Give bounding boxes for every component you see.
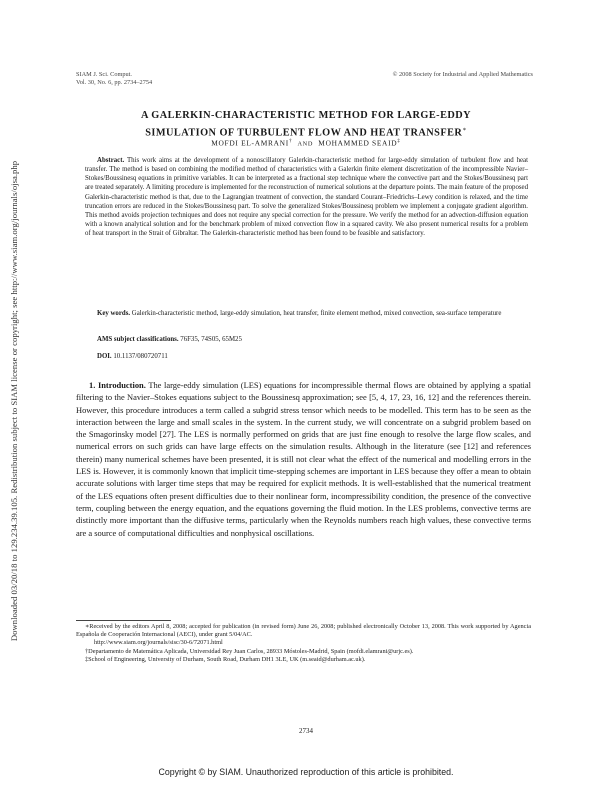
footnote-author-1: †Departamento de Matemática Aplicada, Universidad Rey Juan Carlos, 28933 Móstoles-Madrid, Spain (mofdi.elamrani@urjc.es). (85, 647, 414, 655)
footnotes (76, 623, 531, 664)
article-title (60, 109, 552, 140)
ams-label: AMS subject classifications. (97, 336, 179, 343)
intro-heading: 1. Introduction. (89, 380, 146, 390)
intro-text: The large-eddy simulation (LES) equations for incompressible thermal flows are obtained by applying a spatial filtering to the Navier–Stokes equations subject to the Boussinesq approximation; see [5, 4, 17, 23, 16, 12] and the references therein. However, this procedure introduces a term called a subgrid stress tensor which needs to be modelled. This term has to be seen as the interaction between the large and small scales in the system. In the current study, we will concentrate on a subgrid problem based on the Smagorinsky model [27]. The LES is normally performed on grids that are just fine enough to resolve the large flow scales, and numerical errors on such grids can have large effects on the simulation results. Although in the literature (see [12] and references therein) many numerical schemes have been presented, it is still not clear what the effect of the numerical and modelling errors in the LES is. However, it is commonly known that implicit time-stepping schemes are important in LES because they offer a mean to obtain accurate solutions with larger time steps that may be required for explicit methods. It is well-established that the numerical treatment of the LES equations often present difficulties due to their nonlinear form, incompressibility condition, the presence of the convective term, coupling between the energy equation, and the equations governing the fluid motion. In the LES problems, convective terms are distinctly more important than the diffusive terms, particularly when the Reynolds numbers reach high values, these convective terms are a source of computational difficulties and nonphysical oscillations. (76, 380, 531, 538)
volume-info: Vol. 30, No. 6, pp. 2734–2754 (76, 79, 153, 86)
author-1-mark: † (288, 138, 293, 144)
doi-line (85, 352, 528, 361)
journal-name: SIAM J. Sci. Comput. (76, 71, 132, 78)
page-number: 2734 (299, 727, 313, 735)
doi-label: DOI. (97, 353, 112, 360)
introduction-section (76, 379, 531, 539)
keywords-text: Galerkin-characteristic method, large-eddy simulation, heat transfer, finite element method, mixed convection, sea-surface temperature (131, 310, 502, 317)
author-2-mark: ‡ (397, 138, 401, 144)
author-conjunction: AND (297, 140, 314, 148)
abstract-text: This work aims at the development of a nonoscillatory Galerkin-characteristic method for large-eddy simulation of turbulent flow and heat transfer. The method is based on combining the modified method of characteristics with a Galerkin finite element discretization of the incompressible Navier–Stokes/Boussinesq equations in primitive variables. It can be interpreted as a fractional step technique where the convective part and the Stokes/Boussinesq part are treated separately. A limiting procedure is implemented for the reconstruction of numerical solutions at the departure points. The main feature of the proposed Galerkin-characteristic method is that, due to the Lagrangian treatment of convection, the standard Courant–Friedrichs–Lewy condition is relaxed, and the time truncation errors are reduced in the Stokes/Boussinesq part. To solve the generalized Stokes/Boussinesq problem we implement a conjugate gradient algorithm. This method avoids projection techniques and does not require any special correction for the pressure. We verify the method for an advection-diffusion equation with a known analytical solution and for the benchmark problem of mixed convection flow in a squared cavity. We also present numerical results for a problem of heat transport in the Strait of Gibraltar. The Galerkin-characteristic method has been found to be feasible and satisfactory. (85, 157, 528, 238)
author-2: MOHAMMED SEAID (318, 138, 398, 148)
copyright-notice: Copyright © by SIAM. Unauthorized reproduction of this article is prohibited. (158, 767, 454, 777)
download-notice-vertical: Downloaded 03/20/18 to 129.234.39.105. Redistribution subject to SIAM license or copyright; see http://www.siam.org/journals/ojsa.php (9, 160, 19, 642)
abstract (85, 156, 528, 238)
keywords-label: Key words. (97, 310, 131, 317)
author-1: MOFDI EL-AMRANI (211, 138, 289, 148)
doi-text: 10.1137/080720711 (113, 353, 168, 360)
keywords (85, 309, 528, 318)
title-line-2: SIMULATION OF TURBULENT FLOW AND HEAT TRANSFER (145, 127, 463, 139)
ams-classifications (85, 335, 528, 344)
ams-text: 76F35, 74S05, 65M25 (180, 336, 242, 343)
header-copyright: © 2008 Society for Industrial and Applied Mathematics (392, 71, 533, 78)
title-line-1: A GALERKIN-CHARACTERISTIC METHOD FOR LARGE-EDDY (140, 110, 472, 121)
footnote-received: ∗Received by the editors April 8, 2008; accepted for publication (in revised form) June 26, 2008; published electronically October 13, 2008. This work supported by Agencia Española de Cooperación Internacional (AECI), under grant 5/04/AC. (76, 623, 531, 639)
title-footnote-mark: ∗ (462, 127, 467, 133)
abstract-label: Abstract. (97, 157, 125, 164)
footnote-url: http://www.siam.org/journals/sisc/30-6/72071.html (94, 639, 223, 647)
running-header-left (76, 71, 152, 87)
footnote-divider (76, 620, 171, 621)
author-line (60, 138, 552, 147)
footnote-author-2: ‡School of Engineering, University of Durham, South Road, Durham DH1 3LE, UK (m.seaid@durham.ac.uk). (85, 655, 366, 663)
